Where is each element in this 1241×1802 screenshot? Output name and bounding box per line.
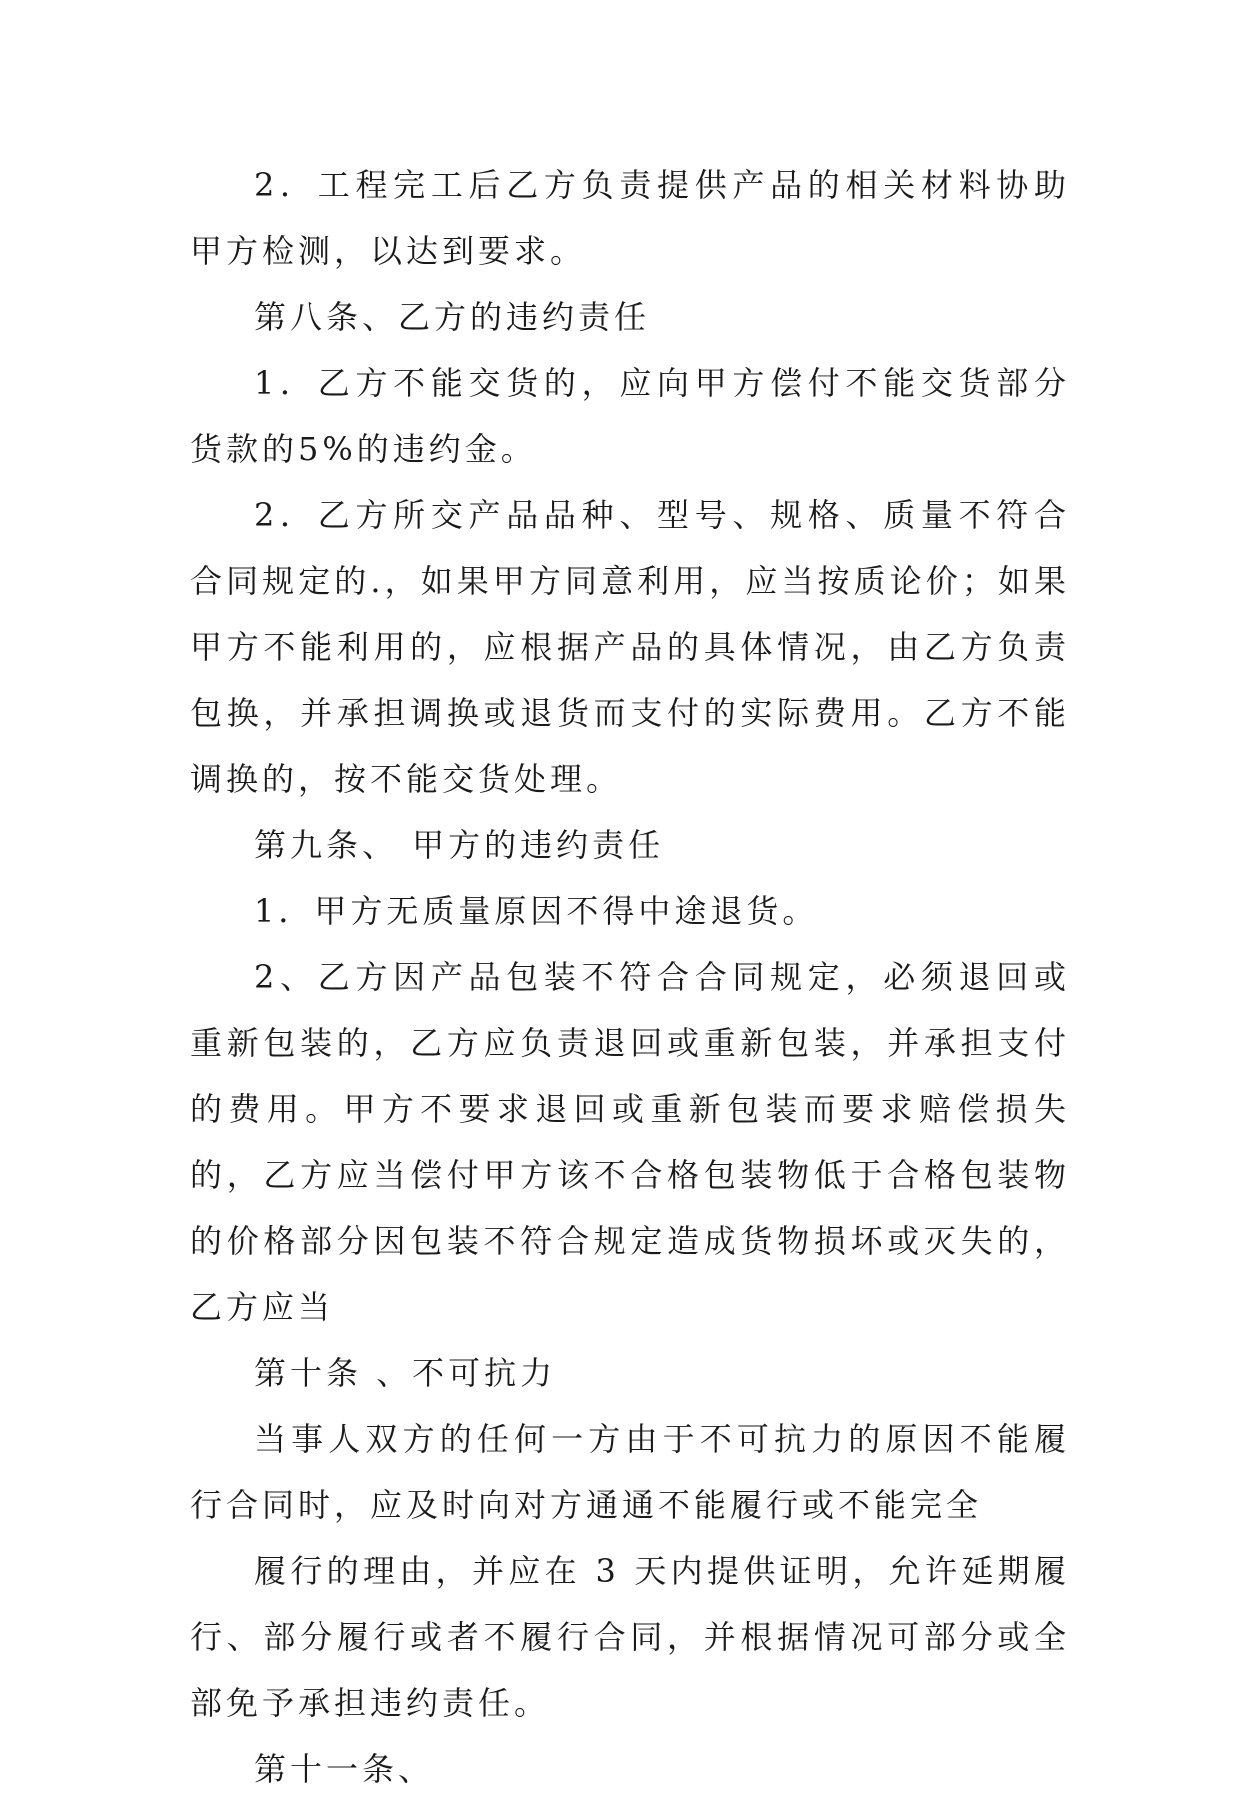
paragraph-article-10-part-2: 履行的理由，并应在 3 天内提供证明，允许延期履行、部分履行或者不履行合同，并根据情况可部分或全部免予承担违约责任。: [190, 1552, 1070, 1722]
paragraph-clause-7-item-2: 2．工程完工后乙方负责提供产品的相关材料协助甲方检测，以达到要求。: [190, 166, 1070, 270]
heading-article-10: 第十条 、不可抗力: [254, 1354, 557, 1392]
paragraph-article-8-item-2: 2．乙方所交产品品种、型号、规格、质量不符合合同规定的.，如果甲方同意利用，应当按质论价；如果甲方不能利用的，应根据产品的具体情况，由乙方负责包换，并承担调换或退货而支付的实际费用。乙方不能调换的，按不能交货处理。: [190, 496, 1070, 798]
paragraph-article-9-item-2: 2、乙方因产品包装不符合合同规定，必须退回或重新包装的，乙方应负责退回或重新包装，并承担支付的费用。甲方不要求退回或重新包装而要求赔偿损失的，乙方应当偿付甲方该不合格包装物低于合格包装物的价格部分因包装不符合规定造成货物损坏或灭失的，乙方应当: [190, 958, 1070, 1326]
heading-article-9: 第九条、 甲方的违约责任: [254, 826, 665, 864]
paragraph-article-9-item-1: 1．甲方无质量原因不得中途退货。: [254, 892, 819, 930]
heading-article-8: 第八条、乙方的违约责任: [254, 298, 651, 336]
contract-text: [190, 152, 1070, 1802]
paragraph-article-10-part-1: 当事人双方的任何一方由于不可抗力的原因不能履行合同时，应及时向对方通通不能履行或不能完全: [190, 1420, 1070, 1524]
heading-article-11: 第十一条、: [254, 1750, 435, 1788]
paragraph-article-8-item-1: 1．乙方不能交货的，应向甲方偿付不能交货部分货款的5%的违约金。: [190, 364, 1070, 468]
